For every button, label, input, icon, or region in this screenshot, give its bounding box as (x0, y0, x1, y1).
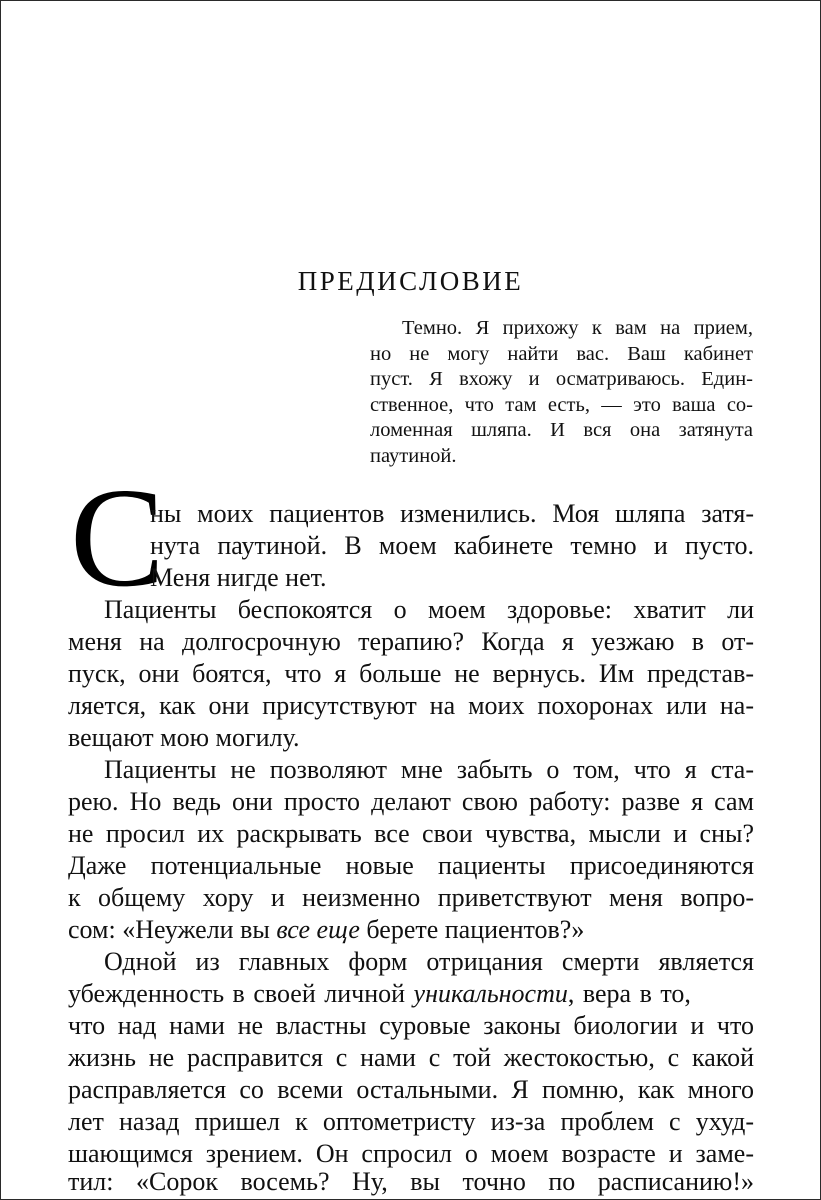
epigraph (370, 316, 753, 469)
text-line: Пациенты не позволяют мне забыть о том, что я ста- (104, 755, 754, 784)
text-line: ляется, как они присутствуют на моих похоронах или на- (68, 691, 754, 720)
text-line: Меня нигде нет. (150, 563, 327, 592)
text-line: к общему хору и неизменно приветствуют меня вопро- (68, 883, 754, 912)
italic-emphasis: уникальности (413, 979, 568, 1008)
drop-cap: С (70, 458, 165, 616)
text-line: Одной из главных форм отрицания смерти является (104, 947, 754, 976)
epigraph-line: но не могу найти вас. Ваш кабинет (370, 342, 753, 365)
text-line: жизнь не расправится с нами с той жестокостью, с какой (68, 1043, 754, 1072)
text-segment: убежденность в своей личной (68, 979, 414, 1008)
epigraph-line: паутиной. (370, 444, 457, 467)
text-segment: , вера в то, (567, 979, 691, 1008)
text-line: не просил их раскрывать все свои чувства, мысли и сны? (68, 819, 754, 848)
epigraph-line: ственное, что там есть, — это ваша со- (370, 393, 753, 416)
text-line: Пациенты беспокоятся о моем здоровье: хватит ли (104, 595, 754, 624)
text-line: нута паутиной. В моем кабинете темно и пусто. (150, 531, 754, 560)
text-line: меня на долгосрочную терапию? Когда я уезжаю в от- (68, 627, 754, 656)
text-line: ны моих пациентов изменились. Моя шляпа затя- (150, 499, 754, 528)
epigraph-line: Темно. Я прихожу к вам на прием, (402, 317, 753, 339)
text-line (68, 914, 754, 946)
text-line: пуск, они боятся, что я больше не вернусь. Им представ- (68, 659, 754, 688)
text-line: тил: «Сорок восемь? Ну, вы точно по расписанию!» (68, 1167, 754, 1196)
text-line: что над нами не властны суровые законы биологии и что (68, 1011, 754, 1040)
text-line: рею. Но ведь они просто делают свою работу: разве я сам (68, 787, 754, 816)
text-segment: сом: «Неужели вы (68, 915, 277, 944)
text-line: шающимся зрением. Он спросил о моем возрасте и заме- (68, 1139, 754, 1168)
text-line: лет назад пришел к оптометристу из-за проблем с ухуд- (68, 1107, 754, 1136)
chapter-heading: ПРЕДИСЛОВИЕ (297, 266, 524, 296)
text-line: Даже потенциальные новые пациенты присоединяются (68, 851, 754, 880)
italic-emphasis: все еще (276, 915, 360, 944)
text-line: вещают мою могилу. (68, 723, 300, 752)
text-line: расправляется со всеми остальными. Я помню, как много (68, 1075, 754, 1104)
text-segment: берете пациентов?» (359, 915, 585, 944)
epigraph-line: ломенная шляпа. И вся она затянута (370, 419, 753, 441)
text-line (68, 978, 754, 1010)
epigraph-line: пуст. Я вхожу и осматриваюсь. Един- (370, 368, 753, 390)
